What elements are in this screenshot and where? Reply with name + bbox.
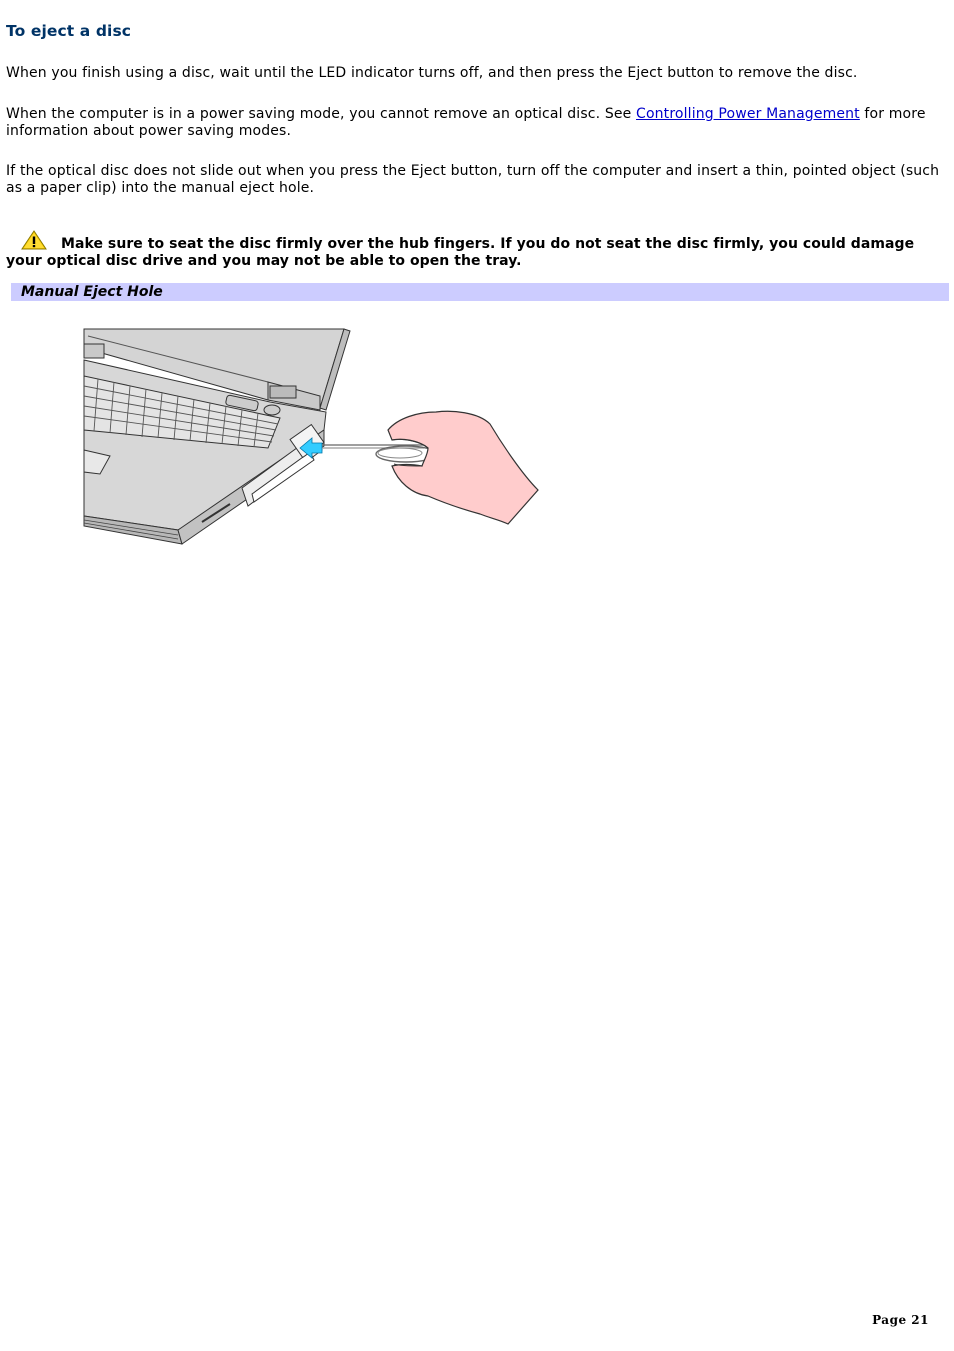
warning-note <box>6 230 950 270</box>
paragraph-finish-using: When you finish using a disc, wait until the LED indicator turns off, and then press the Eject button to remove the disc. <box>6 65 858 81</box>
hand-drawing <box>388 411 538 524</box>
controlling-power-management-link[interactable]: Controlling Power Management <box>636 106 860 122</box>
laptop-drawing <box>84 329 350 544</box>
paper-clip-drawing <box>322 445 436 462</box>
paragraph-manual-eject: If the optical disc does not slide out when you press the Eject button, turn off the computer and insert a thin, pointed object (such as a paper clip) into the manual eject hole. <box>6 163 940 196</box>
figure-caption-bar <box>11 283 949 301</box>
page-title: To eject a disc <box>6 22 132 40</box>
paragraph-power-saving-text-after: for more information about power saving modes. <box>6 106 926 139</box>
page-number: Page 21 <box>872 1313 929 1327</box>
warning-triangle-icon <box>21 230 47 250</box>
warning-text: Make sure to seat the disc firmly over the hub fingers. If you do not seat the disc firmly, you could damage your optical disc drive and you may not be able to open the tray. <box>6 236 915 269</box>
laptop-eject-illustration <box>82 326 542 548</box>
figure-caption: Manual Eject Hole <box>21 284 163 300</box>
paragraph-power-saving <box>6 106 941 140</box>
paragraph-power-saving-text-before: When the computer is in a power saving mode, you cannot remove an optical disc. See <box>6 106 637 122</box>
